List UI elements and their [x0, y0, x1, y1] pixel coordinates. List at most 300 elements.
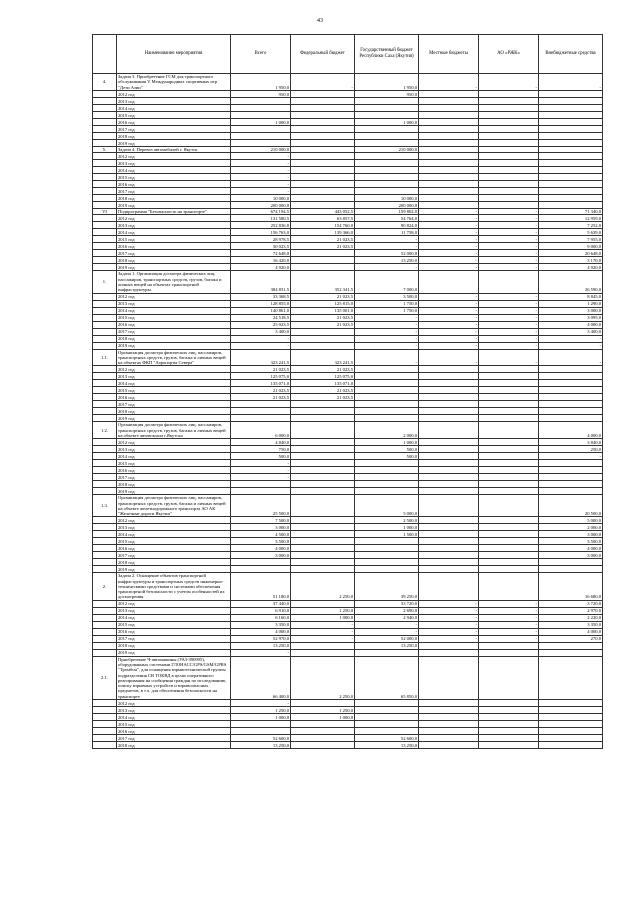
cell-row-number — [93, 293, 117, 300]
cell-row-name: 2015 год — [117, 538, 231, 545]
cell-republic: 5 000,0 — [355, 495, 419, 517]
cell-offbudget: 4 920,0 — [539, 264, 603, 271]
cell-row-name: 2016 год — [117, 467, 231, 474]
cell-total: 4 000,0 — [231, 545, 291, 552]
cell-offbudget — [539, 97, 603, 104]
cell-federal: 125 815,0 — [291, 300, 355, 307]
cell-row-name: 2018 год — [117, 132, 231, 139]
cell-republic — [355, 566, 419, 573]
year-row — [93, 90, 603, 97]
cell-row-name: 2012 год — [117, 153, 231, 160]
cell-row-number — [93, 118, 117, 125]
cell-offbudget: 3 095,0 — [539, 314, 603, 321]
cell-offbudget — [539, 401, 603, 408]
cell-federal: - — [291, 621, 355, 628]
cell-offbudget — [539, 366, 603, 373]
cell-offbudget — [539, 380, 603, 387]
cell-republic: - — [355, 314, 419, 321]
cell-total: - — [231, 153, 291, 160]
cell-local: - — [419, 250, 479, 257]
cell-row-name: 2019 год — [117, 202, 231, 209]
cell-rzhk — [479, 380, 539, 387]
cell-offbudget: 3 170,0 — [539, 257, 603, 264]
cell-republic: 52 600,0 — [355, 735, 419, 742]
cell-federal: 1 250,0 — [291, 707, 355, 714]
cell-republic: 13 250,0 — [355, 742, 419, 749]
cell-row-number — [93, 552, 117, 559]
header-name: Наименование мероприятия — [117, 35, 231, 74]
cell-local: - — [419, 614, 479, 621]
cell-local — [419, 453, 479, 460]
cell-total: 156 763,0 — [231, 229, 291, 236]
cell-offbudget — [539, 373, 603, 380]
year-row — [93, 488, 603, 495]
cell-row-name: Приобретение Ч-автомашины (УАЗ-390995), оборудованных системами ГЛОНАСС/GPS/GSM/GPRS "Тромбон", для оснащения взрывотехнической группы подразделения СВ ТОКВД в целях оперативного реагирования на сообщения граждан по исследованию, поиску взрывных устройств и взрывоопасных предметов, в т.ч. для обеспечения безопасности на транспорте — [117, 656, 231, 699]
cell-republic — [355, 153, 419, 160]
cell-local — [419, 488, 479, 495]
cell-federal — [291, 600, 355, 607]
cell-row-number: 1. — [93, 271, 117, 293]
header-rzhk: АО «РЖК» — [479, 35, 539, 74]
cell-total: 3 350,0 — [231, 621, 291, 628]
cell-total: 21 023,5 — [231, 387, 291, 394]
cell-republic: 3 500,0 — [355, 293, 419, 300]
cell-federal — [291, 188, 355, 195]
cell-local — [419, 656, 479, 699]
cell-republic — [355, 538, 419, 545]
cell-offbudget: 9 000,0 — [539, 243, 603, 250]
cell-row-number — [93, 243, 117, 250]
cell-rzhk — [479, 481, 539, 488]
cell-row-number — [93, 153, 117, 160]
cell-offbudget — [539, 642, 603, 649]
cell-rzhk — [479, 453, 539, 460]
cell-row-name: Организация досмотра физических лиц, пассажиров, транспортных средств, грузов, багажа и личных вещей на объектах ФКП "Аэропорты Севера" — [117, 349, 231, 366]
cell-row-number — [93, 408, 117, 415]
cell-republic: 500,0 — [355, 453, 419, 460]
year-row — [93, 307, 603, 314]
cell-rzhk — [479, 125, 539, 132]
cell-total: 13 250,0 — [231, 642, 291, 649]
year-row — [93, 531, 603, 538]
cell-republic: 159 802,0 — [355, 209, 419, 215]
cell-total — [231, 97, 291, 104]
cell-rzhk — [479, 153, 539, 160]
cell-rzhk — [479, 111, 539, 118]
cell-offbudget — [539, 474, 603, 481]
cell-total: 25 500,0 — [231, 495, 291, 517]
cell-rzhk — [479, 517, 539, 524]
cell-row-number — [93, 174, 117, 181]
year-row — [93, 728, 603, 735]
cell-total: 4 920,0 — [231, 264, 291, 271]
year-row — [93, 366, 603, 373]
cell-row-name: 2015 год — [117, 460, 231, 467]
cell-offbudget — [539, 394, 603, 401]
cell-federal — [291, 257, 355, 264]
cell-row-name: 2015 год — [117, 721, 231, 728]
cell-republic — [355, 373, 419, 380]
cell-local — [419, 517, 479, 524]
cell-row-number: 1.3. — [93, 495, 117, 517]
cell-federal: - — [291, 74, 355, 91]
cell-total: 33 368,5 — [231, 293, 291, 300]
cell-republic: - — [355, 349, 419, 366]
cell-offbudget: 7 955,0 — [539, 236, 603, 243]
cell-row-number — [93, 111, 117, 118]
cell-row-name: 2014 год — [117, 104, 231, 111]
cell-row-name: 2016 год — [117, 728, 231, 735]
year-row — [93, 545, 603, 552]
cell-row-name: 2019 год — [117, 488, 231, 495]
year-row — [93, 111, 603, 118]
year-row — [93, 600, 603, 607]
cell-federal — [291, 474, 355, 481]
cell-republic — [355, 132, 419, 139]
cell-offbudget — [539, 707, 603, 714]
cell-row-number — [93, 721, 117, 728]
cell-row-name: 2016 год — [117, 394, 231, 401]
cell-offbudget — [539, 118, 603, 125]
year-row — [93, 700, 603, 707]
cell-federal — [291, 559, 355, 566]
cell-rzhk: - — [479, 628, 539, 635]
cell-total: - — [231, 188, 291, 195]
cell-federal: 2 250,0 — [291, 573, 355, 600]
cell-republic: 2 940,0 — [355, 614, 419, 621]
cell-federal: 21 023,5 — [291, 314, 355, 321]
cell-total: 1 000,0 — [231, 714, 291, 721]
cell-republic — [355, 408, 419, 415]
year-row — [93, 243, 603, 250]
cell-row-name: 2017 год — [117, 328, 231, 335]
cell-row-name: 2015 год — [117, 621, 231, 628]
cell-total: 950,0 — [231, 90, 291, 97]
cell-offbudget — [539, 559, 603, 566]
cell-republic — [355, 467, 419, 474]
cell-federal — [291, 132, 355, 139]
cell-offbudget — [539, 125, 603, 132]
cell-offbudget: 3 350,0 — [539, 621, 603, 628]
cell-federal: 1 000,0 — [291, 714, 355, 721]
cell-offbudget: 2 000,0 — [539, 524, 603, 531]
cell-offbudget: 26 590,0 — [539, 271, 603, 293]
cell-local: - — [419, 321, 479, 328]
cell-republic: 7 000,0 — [355, 271, 419, 293]
cell-total: 21 023,5 — [231, 394, 291, 401]
cell-local — [419, 495, 479, 517]
cell-row-name: 2019 год — [117, 566, 231, 573]
cell-rzhk — [479, 366, 539, 373]
cell-row-name: 2013 год — [117, 607, 231, 614]
cell-republic — [355, 481, 419, 488]
cell-row-name: 2014 год — [117, 167, 231, 174]
cell-row-name: 2017 год — [117, 474, 231, 481]
cell-row-number — [93, 600, 117, 607]
cell-row-name: Задача 3. Приобретение ГСМ для транспортного обслуживания V Международных спортивных игр "Дети Азии" — [117, 74, 231, 91]
cell-local — [419, 566, 479, 573]
year-row — [93, 195, 603, 202]
cell-offbudget: 1 290,0 — [539, 300, 603, 307]
cell-row-number — [93, 559, 117, 566]
cell-republic: 210 000,0 — [355, 146, 419, 152]
cell-row-name: 2018 год — [117, 257, 231, 264]
cell-federal: 139 366,0 — [291, 229, 355, 236]
cell-rzhk — [479, 735, 539, 742]
cell-rzhk — [479, 181, 539, 188]
header-republic: Государственный бюджет Республики Саха (Якутия) — [355, 35, 419, 74]
cell-row-name: 2016 год — [117, 243, 231, 250]
cell-rzhk — [479, 90, 539, 97]
cell-local — [419, 714, 479, 721]
cell-rzhk: - — [479, 209, 539, 215]
cell-total: - — [231, 342, 291, 349]
cell-total — [231, 408, 291, 415]
cell-row-number: 1.2. — [93, 422, 117, 439]
cell-row-number — [93, 524, 117, 531]
cell-total: 52 970,0 — [231, 635, 291, 642]
cell-row-number — [93, 380, 117, 387]
cell-federal — [291, 335, 355, 342]
cell-federal: 125 075,0 — [291, 373, 355, 380]
cell-row-number — [93, 628, 117, 635]
cell-rzhk — [479, 552, 539, 559]
cell-row-name: 2014 год — [117, 531, 231, 538]
cell-federal — [291, 700, 355, 707]
cell-republic: 950,0 — [355, 90, 419, 97]
cell-republic — [355, 559, 419, 566]
cell-row-number: VI — [93, 209, 117, 215]
cell-row-number — [93, 307, 117, 314]
cell-row-number — [93, 621, 117, 628]
year-row — [93, 328, 603, 335]
cell-total: 3 000,0 — [231, 524, 291, 531]
cell-row-number — [93, 387, 117, 394]
cell-rzhk — [479, 132, 539, 139]
cell-total: 200 000,0 — [231, 202, 291, 209]
cell-rzhk — [479, 387, 539, 394]
cell-republic — [355, 366, 419, 373]
cell-federal — [291, 167, 355, 174]
cell-local: - — [419, 607, 479, 614]
cell-offbudget — [539, 467, 603, 474]
page-number: 43 — [317, 18, 323, 24]
cell-local — [419, 125, 479, 132]
cell-local — [419, 742, 479, 749]
year-row — [93, 408, 603, 415]
cell-offbudget: - — [539, 335, 603, 342]
cell-rzhk: - — [479, 614, 539, 621]
cell-federal: 21 023,5 — [291, 366, 355, 373]
cell-local: - — [419, 349, 479, 366]
cell-local — [419, 408, 479, 415]
cell-republic — [355, 460, 419, 467]
cell-total: 51 180,0 — [231, 573, 291, 600]
year-row — [93, 635, 603, 642]
cell-federal — [291, 118, 355, 125]
cell-row-name: Задача 2. Оснащение объектов транспортной инфраструктуры и транспортных средств инженерно-техническими средствами и системами обеспечения транспортной безопасности с учетом особенностей их досмотрения — [117, 573, 231, 600]
cell-republic: 65 850,0 — [355, 656, 419, 699]
cell-federal: 1 000,0 — [291, 614, 355, 621]
year-row — [93, 264, 603, 271]
cell-federal — [291, 111, 355, 118]
cell-row-number — [93, 342, 117, 349]
cell-total — [231, 132, 291, 139]
cell-row-number — [93, 614, 117, 621]
cell-local — [419, 467, 479, 474]
cell-offbudget: 4 000,0 — [539, 545, 603, 552]
cell-rzhk: - — [479, 349, 539, 366]
cell-total: - — [231, 649, 291, 656]
cell-row-number — [93, 481, 117, 488]
cell-total: 3 400,0 — [231, 328, 291, 335]
cell-row-name: Подпрограмма "Безопасность на транспорте" — [117, 209, 231, 215]
cell-local — [419, 538, 479, 545]
cell-total: 135 071,0 — [231, 380, 291, 387]
cell-row-name: 2017 год — [117, 735, 231, 742]
cell-offbudget — [539, 167, 603, 174]
year-row — [93, 552, 603, 559]
cell-local: - — [419, 236, 479, 243]
cell-row-number — [93, 531, 117, 538]
cell-rzhk — [479, 474, 539, 481]
cell-row-number — [93, 439, 117, 446]
cell-offbudget: 7 252,0 — [539, 222, 603, 229]
cell-local — [419, 481, 479, 488]
cell-row-number — [93, 222, 117, 229]
cell-total: 52 600,0 — [231, 735, 291, 742]
cell-total: - — [231, 167, 291, 174]
cell-federal — [291, 264, 355, 271]
cell-offbudget — [539, 481, 603, 488]
cell-row-name: 2016 год — [117, 628, 231, 635]
cell-republic — [355, 104, 419, 111]
cell-republic: 13 250,0 — [355, 257, 419, 264]
cell-rzhk: - — [479, 74, 539, 91]
cell-row-name: 2014 год — [117, 229, 231, 236]
cell-row-name: 2017 год — [117, 401, 231, 408]
cell-federal — [291, 195, 355, 202]
cell-rzhk — [479, 401, 539, 408]
year-row — [93, 401, 603, 408]
cell-row-name: 2015 год — [117, 236, 231, 243]
cell-federal — [291, 401, 355, 408]
cell-local — [419, 422, 479, 439]
cell-total: 7 500,0 — [231, 517, 291, 524]
cell-federal — [291, 328, 355, 335]
cell-local: - — [419, 229, 479, 236]
cell-offbudget — [539, 195, 603, 202]
cell-row-number — [93, 538, 117, 545]
year-row — [93, 222, 603, 229]
cell-offbudget — [539, 174, 603, 181]
cell-republic: - — [355, 342, 419, 349]
cell-federal — [291, 422, 355, 439]
cell-local: - — [419, 342, 479, 349]
cell-rzhk: - — [479, 293, 539, 300]
cell-rzhk — [479, 488, 539, 495]
cell-rzhk — [479, 195, 539, 202]
year-row — [93, 373, 603, 380]
cell-offbudget: 4 000,0 — [539, 422, 603, 439]
cell-federal — [291, 90, 355, 97]
cell-total: 1 000,0 — [231, 118, 291, 125]
cell-rzhk — [479, 104, 539, 111]
year-row — [93, 566, 603, 573]
cell-rzhk — [479, 439, 539, 446]
cell-row-name: 2018 год — [117, 742, 231, 749]
cell-row-number — [93, 300, 117, 307]
cell-row-number — [93, 467, 117, 474]
cell-local — [419, 373, 479, 380]
year-row — [93, 649, 603, 656]
cell-republic — [355, 728, 419, 735]
cell-local — [419, 524, 479, 531]
cell-local — [419, 700, 479, 707]
cell-local — [419, 401, 479, 408]
cell-row-name: 2015 год — [117, 174, 231, 181]
cell-row-name: 2014 год — [117, 714, 231, 721]
cell-total: 252 836,0 — [231, 222, 291, 229]
cell-republic — [355, 545, 419, 552]
cell-total: 500,0 — [231, 453, 291, 460]
cell-local: - — [419, 222, 479, 229]
cell-rzhk: - — [479, 335, 539, 342]
cell-offbudget — [539, 700, 603, 707]
cell-rzhk — [479, 649, 539, 656]
year-row — [93, 202, 603, 209]
cell-total: 6 000,0 — [231, 422, 291, 439]
cell-local — [419, 153, 479, 160]
cell-row-number — [93, 202, 117, 209]
cell-offbudget — [539, 90, 603, 97]
cell-local — [419, 188, 479, 195]
cell-total: 66 400,0 — [231, 656, 291, 699]
cell-rzhk — [479, 373, 539, 380]
cell-federal — [291, 97, 355, 104]
cell-offbudget — [539, 735, 603, 742]
cell-federal — [291, 460, 355, 467]
cell-republic — [355, 415, 419, 422]
cell-offbudget — [539, 728, 603, 735]
year-row — [93, 188, 603, 195]
year-row — [93, 257, 603, 264]
cell-row-name: 2014 год — [117, 380, 231, 387]
cell-local — [419, 573, 479, 600]
cell-rzhk — [479, 707, 539, 714]
header-local: Местные бюджеты — [419, 35, 479, 74]
cell-federal: 154 760,0 — [291, 222, 355, 229]
year-row — [93, 153, 603, 160]
cell-row-number: 2.1. — [93, 656, 117, 699]
cell-offbudget: 2 970,0 — [539, 607, 603, 614]
cell-local — [419, 118, 479, 125]
cell-row-name: 2015 год — [117, 314, 231, 321]
year-row — [93, 446, 603, 453]
year-row — [93, 160, 603, 167]
cell-local — [419, 439, 479, 446]
cell-offbudget: - — [539, 74, 603, 91]
year-row — [93, 314, 603, 321]
cell-federal: 21 023,5 — [291, 321, 355, 328]
cell-row-number — [93, 649, 117, 656]
cell-federal — [291, 446, 355, 453]
cell-row-name: 2012 год — [117, 700, 231, 707]
cell-row-number — [93, 215, 117, 222]
year-row — [93, 735, 603, 742]
year-row — [93, 481, 603, 488]
cell-offbudget — [539, 566, 603, 573]
